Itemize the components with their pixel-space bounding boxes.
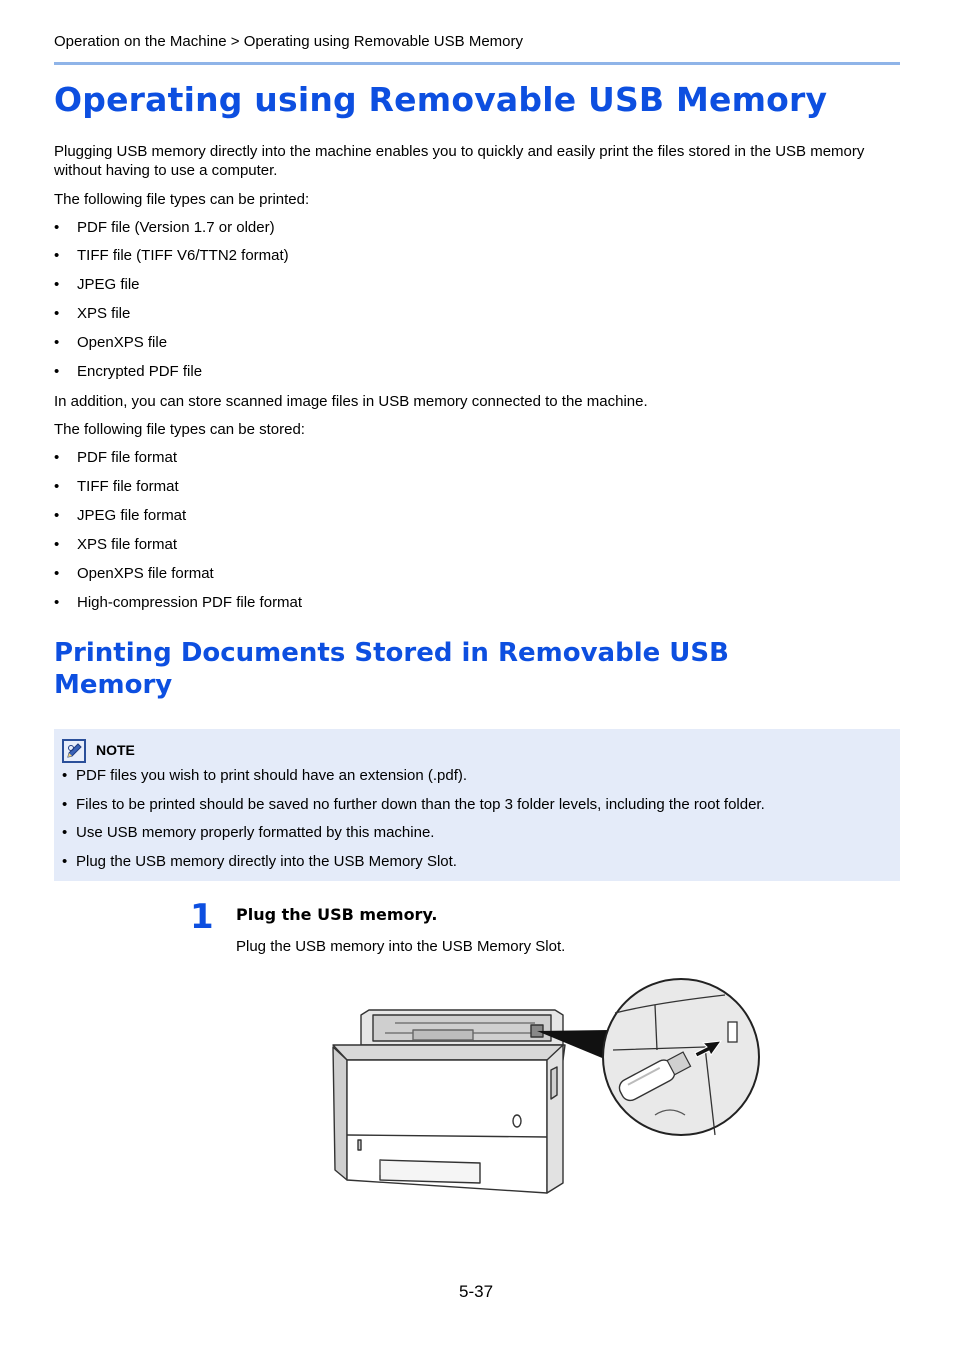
section-title: Printing Documents Stored in Removable USB Memory [54,638,729,700]
breadcrumb: Operation on the Machine > Operating using Removable USB Memory [54,33,523,50]
list-item: • XPS file [54,305,131,322]
list-item: • Encrypted PDF file [54,363,203,380]
print-types-label: The following file types can be printed: [54,191,310,208]
store-intro: In addition, you can store scanned image files in USB memory connected to the machine. [54,393,648,410]
page-title: Operating using Removable USB Memory [54,80,828,119]
list-item: • OpenXPS file format [54,565,214,582]
list-item: • PDF file format [54,449,178,466]
list-item: • XPS file format [54,536,178,553]
list-item: • JPEG file [54,276,140,293]
note-item: • PDF files you wish to print should have an extension (.pdf). [62,767,468,784]
list-item: • OpenXPS file [54,334,168,351]
note-item: • Plug the USB memory directly into the USB Memory Slot. [62,853,457,870]
note-title: NOTE [96,742,135,758]
note-pencil-icon [62,739,86,763]
step-number: 1 [190,897,214,937]
step-title: Plug the USB memory. [236,905,438,924]
note-box [54,729,900,881]
list-item: • TIFF file (TIFF V6/TTN2 format) [54,247,289,264]
page-number: 5-37 [459,1282,494,1301]
store-types-label: The following file types can be stored: [54,421,305,438]
header-divider [54,62,900,65]
note-item: • Use USB memory properly formatted by this machine. [62,824,435,841]
list-item: • PDF file (Version 1.7 or older) [54,219,275,236]
list-item: • High-compression PDF file format [54,594,303,611]
note-item: • Files to be printed should be saved no further down than the top 3 folder levels, including the root folder. [62,796,765,813]
list-item: • TIFF file format [54,478,179,495]
intro-paragraph: Plugging USB memory directly into the machine enables you to quickly and easily print the files stored in the USB memory without having to use a computer. [54,143,865,179]
printer-usb-illustration [325,975,765,1197]
list-item: • JPEG file format [54,507,187,524]
step-description: Plug the USB memory into the USB Memory Slot. [236,938,566,955]
